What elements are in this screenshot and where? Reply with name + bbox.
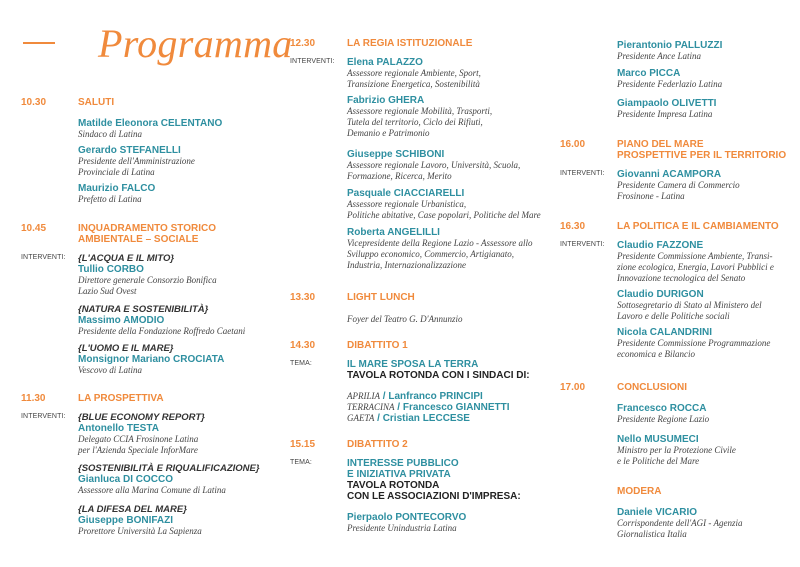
- speaker-role: Lazio Sud Ovest: [78, 286, 137, 296]
- mayor-row: [347, 402, 587, 413]
- speaker-topic: {LA DIFESA DEL MARE}: [78, 504, 187, 515]
- session-time: 16.00: [560, 139, 586, 150]
- speaker-role: e le Politiche del Mare: [617, 456, 700, 466]
- tema: [347, 458, 587, 502]
- session-title: [78, 223, 298, 245]
- speaker: [617, 289, 800, 322]
- speaker-role: Vicepresidente della Regione Lazio - Assessore allo: [347, 238, 533, 248]
- separator: /: [382, 391, 386, 402]
- speaker-name: Giuseppe SCHIBONI: [347, 149, 445, 160]
- speaker-role: Presidente Regione Lazio: [617, 414, 710, 424]
- session-title: MODERA: [617, 486, 662, 497]
- session-title: LA POLITICA E IL CAMBIAMENTO: [617, 221, 779, 232]
- speaker-role: zione ecologica, Energia, Lavori Pubblici e: [617, 262, 774, 272]
- speaker-role: Prorettore Università La Sapienza: [78, 526, 202, 536]
- speaker-role: Delegato CCIA Frosinone Latina: [78, 434, 199, 444]
- speaker-role: Demanio e Patrimonio: [347, 128, 430, 138]
- speaker: [78, 145, 318, 178]
- speaker-name: Giuseppe BONIFAZI: [78, 515, 174, 526]
- speaker: [617, 68, 800, 90]
- speaker-role: Giornalistica Italia: [617, 529, 687, 539]
- location-note: Foyer del Teatro G. D'Annunzio: [347, 314, 463, 324]
- speaker-role: Assessore regionale Urbanistica,: [347, 199, 467, 209]
- speaker-name: Tullio CORBO: [78, 264, 144, 275]
- session-title-line: PROSPETTIVE PER IL TERRITORIO: [617, 150, 787, 161]
- speaker: [347, 149, 587, 182]
- session-title: SALUTI: [78, 97, 115, 108]
- speaker: [78, 412, 318, 456]
- session-time: 17.00: [560, 382, 586, 393]
- interventi-label: INTERVENTI:: [560, 241, 605, 248]
- speaker-role: Presidente dell'Amministrazione: [78, 156, 195, 166]
- mayor-name: Cristian LECCESE: [382, 413, 470, 424]
- speaker-role: Vescovo di Latina: [78, 365, 142, 375]
- speaker-name: Nello MUSUMECI: [617, 434, 699, 445]
- tema-label: TEMA:: [290, 360, 312, 367]
- speaker-name: Claudio FAZZONE: [617, 240, 704, 251]
- mayor-name: Francesco GIANNETTI: [402, 402, 510, 413]
- speaker-name: Francesco ROCCA: [617, 403, 707, 414]
- speaker-role: Direttore generale Consorzio Bonifica: [78, 275, 217, 285]
- speaker: [347, 188, 587, 221]
- speaker-role: Presidente Impresa Latina: [617, 109, 713, 119]
- speaker: [78, 253, 318, 297]
- speaker-name: Giovanni ACAMPORA: [617, 169, 722, 180]
- session-title: LA REGIA ISTITUZIONALE: [347, 38, 473, 49]
- speaker-topic: {BLUE ECONOMY REPORT}: [78, 412, 205, 423]
- tema-title: E INIZIATIVA PRIVATA: [347, 469, 451, 480]
- speaker-topic: {L'ACQUA E IL MITO}: [78, 253, 175, 264]
- speaker-role: Assessore regionale Lavoro, Università, Scuola,: [347, 160, 521, 170]
- speaker-name: Massimo AMODIO: [78, 315, 165, 326]
- session-title: LA PROSPETTIVA: [78, 393, 164, 404]
- interventi-label: INTERVENTI:: [290, 58, 335, 65]
- speaker-name: Claudio DURIGON: [617, 289, 704, 300]
- session-title: [617, 139, 800, 161]
- speaker-name: Pasquale CIACCIARELLI: [347, 188, 465, 199]
- session-title: LIGHT LUNCH: [347, 292, 415, 303]
- mayor-name: Lanfranco PRINCIPI: [388, 391, 483, 402]
- speaker: [78, 343, 318, 376]
- speaker: [617, 434, 800, 467]
- speaker: [347, 57, 587, 90]
- speaker-role: Ministro per la Protezione Civile: [617, 445, 736, 455]
- speaker-name: Gianluca DI COCCO: [78, 474, 174, 485]
- session-time: 10.30: [21, 97, 47, 108]
- speaker-role: Presidente della Fondazione Roffredo Caetani: [78, 326, 246, 336]
- speaker-name: Daniele VICARIO: [617, 507, 698, 518]
- speaker-role: Presidente Commissione Ambiente, Transi-: [617, 251, 773, 261]
- separator: /: [397, 402, 401, 413]
- speaker-role: Tutela del territorio, Ciclo dei Rifiuti,: [347, 117, 483, 127]
- speaker-role: Presidente Commissione Programmazione: [617, 338, 771, 348]
- speaker-name: Pierantonio PALLUZZI: [617, 40, 723, 51]
- speaker-topic: {SOSTENIBILITÀ E RIQUALIFICAZIONE}: [78, 463, 260, 474]
- lunch-location: [347, 314, 587, 325]
- speaker: [617, 327, 800, 360]
- session-title-line: INQUADRAMENTO STORICO: [78, 223, 216, 234]
- speaker-name: Fabrizio GHERA: [347, 95, 425, 106]
- speaker-name: Matilde Eleonora CELENTANO: [78, 118, 223, 129]
- tema-title: INTERESSE PUBBLICO: [347, 458, 459, 469]
- session-time: 15.15: [290, 439, 316, 450]
- tema-subtitle: TAVOLA ROTONDA CON I SINDACI DI:: [347, 370, 530, 381]
- session-title: DIBATTITO 2: [347, 439, 408, 450]
- session-time: 14.30: [290, 340, 316, 351]
- title-dash-decoration: [23, 42, 55, 44]
- speaker-role: Presidente Camera di Commercio: [617, 180, 740, 190]
- speaker: [347, 512, 587, 534]
- session-time: 16.30: [560, 221, 586, 232]
- tema-label: TEMA:: [290, 459, 312, 466]
- session-time: 13.30: [290, 292, 316, 303]
- speaker: [617, 507, 800, 540]
- speaker: [78, 304, 318, 337]
- speaker-role: Industria, Internazionalizzazione: [347, 260, 467, 270]
- interventi-label: INTERVENTI:: [560, 170, 605, 177]
- mayors-list: [347, 391, 587, 424]
- speaker-name: Marco PICCA: [617, 68, 681, 79]
- mayor-city: GAETA: [347, 413, 375, 423]
- mayor-city: TERRACINA: [347, 402, 395, 412]
- speaker-name: Giampaolo OLIVETTI: [617, 98, 717, 109]
- separator: /: [377, 413, 380, 424]
- speaker-role: economica e Bilancio: [617, 349, 695, 359]
- speaker-name: Maurizio FALCO: [78, 183, 156, 194]
- interventi-label: INTERVENTI:: [21, 254, 66, 261]
- speaker-role: Provinciale di Latina: [78, 167, 155, 177]
- speaker-name: Pierpaolo PONTECORVO: [347, 512, 467, 523]
- tema-subtitle: CON LE ASSOCIAZIONI D'IMPRESA:: [347, 491, 521, 502]
- speaker-name: Elena PALAZZO: [347, 57, 423, 68]
- speaker: [617, 403, 800, 425]
- speaker-name: Gerardo STEFANELLI: [78, 145, 181, 156]
- speaker-role: per l'Azienda Speciale InforMare: [78, 445, 198, 455]
- mayor-row: [347, 391, 587, 402]
- speaker-role: Presidente Ance Latina: [617, 51, 701, 61]
- session-time: 11.30: [21, 393, 46, 404]
- speaker: [347, 227, 587, 271]
- speaker-role: Formazione, Ricerca, Merito: [347, 171, 452, 181]
- speaker-role: Frosinone - Latina: [617, 191, 685, 201]
- speaker-role: Assessore alla Marina Comune di Latina: [78, 485, 226, 495]
- speaker-topic: {NATURA E SOSTENIBILITÀ}: [78, 304, 209, 315]
- mayor-city: APRILIA: [347, 391, 380, 401]
- session-title-line: PIANO DEL MARE: [617, 139, 704, 150]
- session-title: DIBATTITO 1: [347, 340, 408, 351]
- speaker-role: Presidente Federlazio Latina: [617, 79, 723, 89]
- tema-subtitle: TAVOLA ROTONDA: [347, 480, 440, 491]
- interventi-label: INTERVENTI:: [21, 413, 66, 420]
- mayor-row: [347, 413, 587, 424]
- speaker-role: Corrispondente dell'AGI - Agenzia: [617, 518, 743, 528]
- speaker-name: Monsignor Mariano CROCIATA: [78, 354, 225, 365]
- speaker-name: Nicola CALANDRINI: [617, 327, 713, 338]
- speaker-role: Sottosegretario di Stato al Ministero del: [617, 300, 762, 310]
- speaker-role: Sviluppo economico, Commercio, Artigianato,: [347, 249, 514, 259]
- speaker-role: Sindaco di Latina: [78, 129, 143, 139]
- session-title-line: AMBIENTALE – SOCIALE: [78, 234, 199, 245]
- speaker-role: Presidente Unindustria Latina: [347, 523, 457, 533]
- speaker-role: Innovazione tecnologica del Senato: [617, 273, 746, 283]
- speaker-name: Antonello TESTA: [78, 423, 159, 434]
- speaker: [78, 118, 318, 140]
- speaker-role: Transizione Energetica, Sostenibilità: [347, 79, 480, 89]
- speaker: [617, 169, 800, 202]
- tema: [347, 359, 587, 381]
- speaker: [617, 98, 800, 120]
- speaker: [78, 504, 318, 537]
- session-time: 12.30: [290, 38, 316, 49]
- session-title: CONCLUSIONI: [617, 382, 687, 393]
- speaker-role: Assessore regionale Ambiente, Sport,: [347, 68, 481, 78]
- speaker: [78, 463, 318, 496]
- tema-title: IL MARE SPOSA LA TERRA: [347, 359, 479, 370]
- speaker: [617, 240, 800, 284]
- speaker-role: Prefetto di Latina: [78, 194, 142, 204]
- speaker-role: Assessore regionale Mobilità, Trasporti,: [347, 106, 493, 116]
- speaker-role: Politiche abitative, Case popolari, Politiche del Mare: [347, 210, 541, 220]
- page-title: Programma: [98, 21, 293, 66]
- speaker: [617, 40, 800, 62]
- speaker: [78, 183, 318, 205]
- speaker-role: Lavoro e delle Politiche sociali: [617, 311, 730, 321]
- speaker: [347, 95, 587, 139]
- session-time: 10.45: [21, 223, 47, 234]
- speaker-topic: {L'UOMO E IL MARE}: [78, 343, 174, 354]
- speaker-name: Roberta ANGELILLI: [347, 227, 440, 238]
